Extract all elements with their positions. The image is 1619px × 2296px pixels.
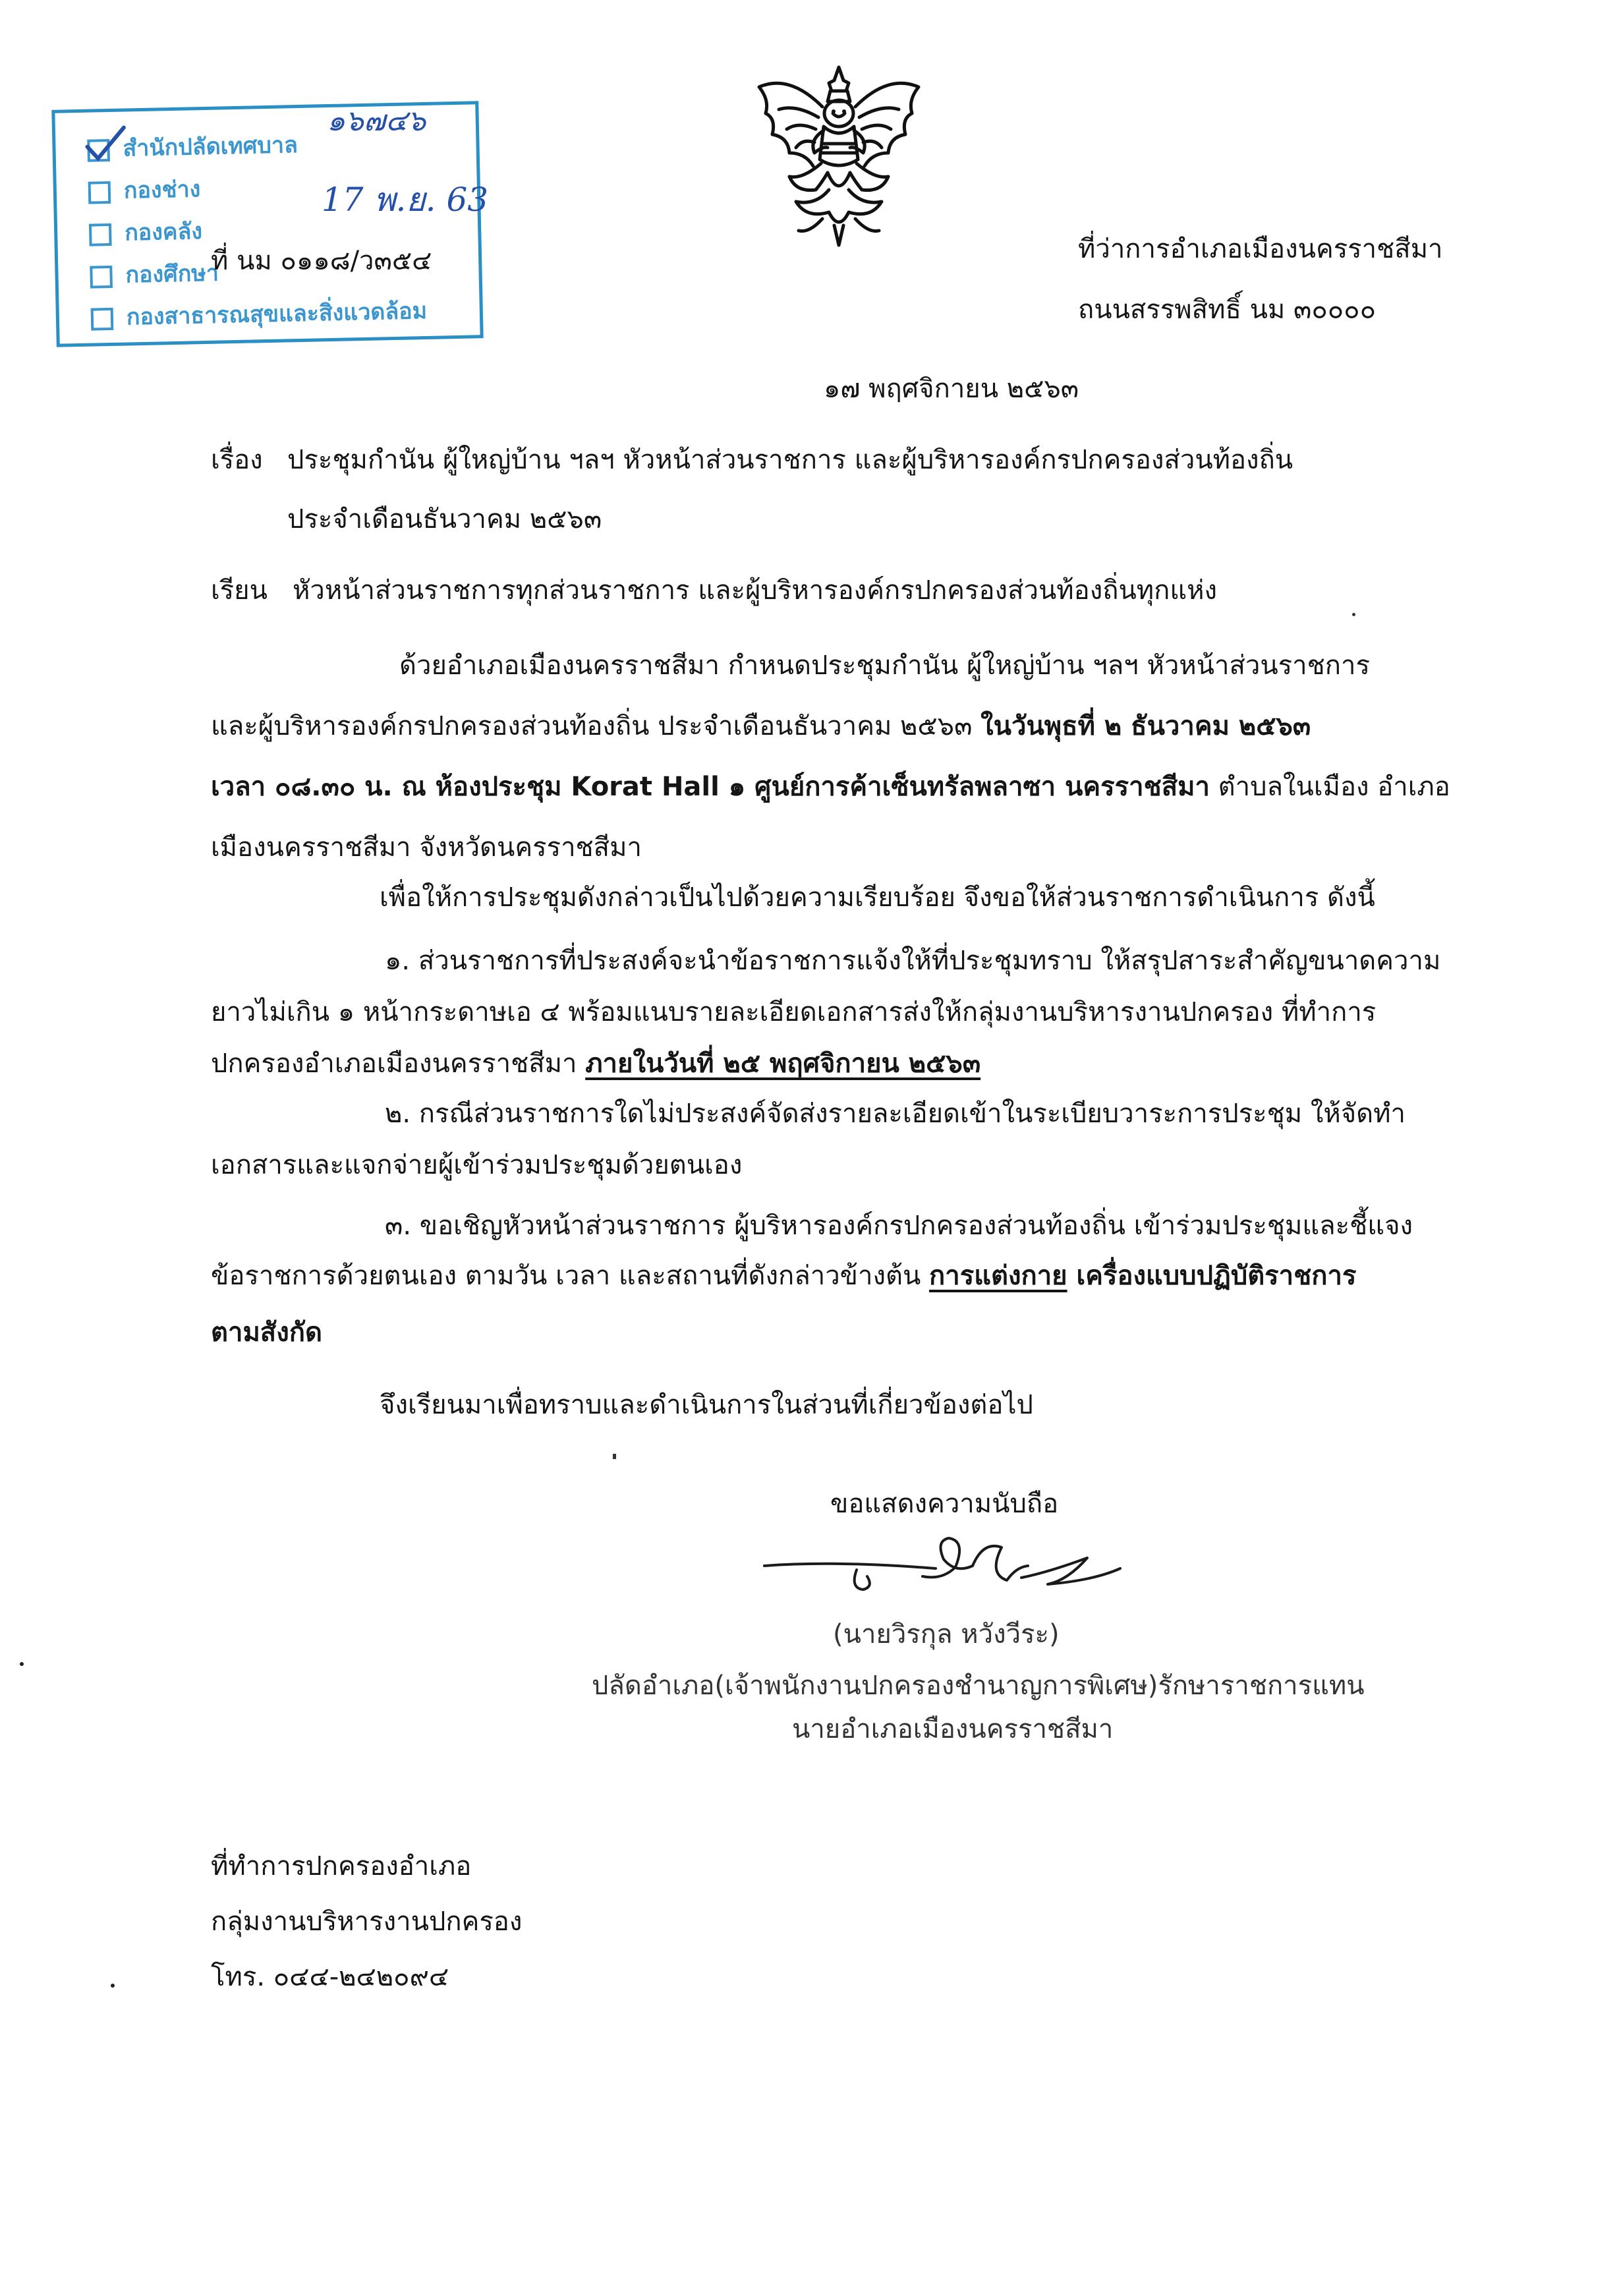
subject-line-2: ประจำเดือนธันวาคม ๒๕๖๓ — [287, 504, 602, 534]
stamp-item-label: กองสาธารณสุขและสิ่งแวดล้อม — [126, 297, 428, 331]
handwritten-signature — [758, 1528, 1127, 1613]
subject-line-1: ประชุมกำนัน ผู้ใหญ่บ้าน ฯลฯ หัวหน้าส่วนราชการ และผู้บริหารองค์กรปกครองส่วนท้องถิ่น — [287, 445, 1293, 475]
body-text: และผู้บริหารองค์กรปกครองส่วนท้องถิ่น ประจำเดือนธันวาคม ๒๕๖๓ — [211, 711, 981, 741]
stamp-item-3 — [89, 213, 203, 251]
body-paragraph-1-line-4: เมืองนครราชสีมา จังหวัดนครราชสีมา — [211, 832, 642, 863]
dress-code-value: เครื่องแบบปฏิบัติราชการ — [1067, 1261, 1357, 1291]
body-paragraph-1-line-1: ด้วยอำเภอเมืองนครราชสีมา กำหนดประชุมกำนัน ผู้ใหญ่บ้าน ฯลฯ หัวหน้าส่วนราชการ — [399, 650, 1370, 681]
item-1-line-2: ยาวไม่เกิน ๑ หน้ากระดาษเอ ๔ พร้อมแนบรายละเอียดเอกสารส่งให้กลุ่มงานบริหารงานปกครอง ที่ทำการ — [211, 997, 1377, 1027]
signer-position-1: ปลัดอำเภอ(เจ้าพนักงานปกครองชำนาญการพิเศษ)รักษาราชการแทน — [592, 1671, 1365, 1701]
body-paragraph-1-line-2 — [211, 708, 1311, 745]
meeting-date-bold: ในวันพุธที่ ๒ ธันวาคม ๒๕๖๓ — [980, 711, 1311, 741]
reference-number: ที่ นม ๐๑๑๘/ว๓๕๔ — [211, 246, 432, 276]
closing-sentence: จึงเรียนมาเพื่อทราบและดำเนินการในส่วนที่เกี่ยวข้องต่อไป — [380, 1390, 1033, 1420]
body-paragraph-2: เพื่อให้การประชุมดังกล่าวเป็นไปด้วยความเรียบร้อย จึงขอให้ส่วนราชการดำเนินการ ดังนี้ — [380, 882, 1375, 913]
signer-name: (นายวิรกุล หวังวีระ) — [833, 1619, 1060, 1650]
scan-speck — [111, 1984, 115, 1988]
scan-speck — [1352, 613, 1355, 616]
item-1-line-1: ๑. ส่วนราชการที่ประสงค์จะนำข้อราชการแจ้งให้ที่ประชุมทราบ ให้สรุปสาระสำคัญขนาดความ — [385, 946, 1441, 976]
stamp-item-2 — [88, 171, 200, 209]
stamp-item-5 — [90, 293, 427, 335]
salutation: ขอแสดงความนับถือ — [830, 1489, 1059, 1519]
stamp-item-label: กองคลัง — [124, 218, 203, 246]
stamp-item-label: กองช่าง — [123, 176, 201, 204]
handwritten-receive-no: ๑๖๗๔๖ — [327, 104, 426, 138]
checkbox-icon — [91, 307, 114, 330]
stamp-item-label: กองศึกษา — [125, 260, 219, 289]
footer-phone: โทร. ๐๔๔-๒๔๒๐๙๔ — [211, 1962, 449, 1992]
checkbox-icon — [90, 265, 113, 288]
check-mark-icon — [82, 123, 128, 163]
footer-office: ที่ทำการปกครองอำเภอ — [211, 1851, 472, 1881]
scan-speck — [613, 1454, 616, 1459]
item-2-line-1: ๒. กรณีส่วนราชการใดไม่ประสงค์จัดส่งรายละเอียดเข้าในระเบียบวาระการประชุม ให้จัดทำ — [385, 1099, 1406, 1129]
body-paragraph-1-line-3 — [211, 768, 1450, 805]
sender-office: ที่ว่าการอำเภอเมืองนครราชสีมา — [1078, 234, 1443, 264]
body-text: ปกครองอำเภอเมืองนครราชสีมา — [211, 1048, 586, 1079]
recipient-text: หัวหน้าส่วนราชการทุกส่วนราชการ และผู้บริหารองค์กรปกครองส่วนท้องถิ่นทุกแห่ง — [293, 575, 1218, 606]
scan-speck — [20, 1662, 24, 1666]
subject-label: เรื่อง — [211, 445, 263, 475]
item-3-line-3: ตามสังกัด — [211, 1317, 322, 1348]
stamp-item-4 — [90, 255, 219, 293]
body-text: ข้อราชการด้วยตนเอง ตามวัน เวลา และสถานที่ดังกล่าวข้างต้น — [211, 1261, 930, 1291]
handwritten-receive-date: 17 พ.ย. 63 — [322, 181, 489, 219]
sender-address: ถนนสรรพสิทธิ์ นม ๓๐๐๐๐ — [1078, 295, 1376, 325]
meeting-venue-bold: เวลา ๐๘.๓๐ น. ณ ห้องประชุม Korat Hall ๑ ศูนย์การค้าเซ็นทรัลพลาซา นครราชสีมา — [211, 772, 1210, 802]
stamp-item-label: สำนักปลัดเทศบาล — [123, 132, 298, 162]
deadline-bold-underlined: ภายในวันที่ ๒๕ พฤศจิกายน ๒๕๖๓ — [585, 1048, 981, 1079]
item-3-line-1: ๓. ขอเชิญหัวหน้าส่วนราชการ ผู้บริหารองค์กรปกครองส่วนท้องถิ่น เข้าร่วมประชุมและชี้แจง — [385, 1211, 1413, 1241]
garuda-emblem-icon — [750, 61, 928, 252]
document-date: ๑๗ พฤศจิกายน ๒๕๖๓ — [824, 374, 1079, 404]
item-3-line-2 — [211, 1257, 1356, 1294]
checkbox-icon — [89, 223, 112, 246]
item-1-line-3 — [211, 1045, 980, 1082]
item-2-line-2: เอกสารและแจกจ่ายผู้เข้าร่วมประชุมด้วยตนเอง — [211, 1150, 743, 1180]
footer-group: กลุ่มงานบริหารงานปกครอง — [211, 1907, 523, 1937]
body-text: ตำบลในเมือง อำเภอ — [1209, 772, 1450, 802]
signer-position-2: นายอำเภอเมืองนครราชสีมา — [792, 1714, 1114, 1744]
dress-code-label: การแต่งกาย — [929, 1261, 1067, 1291]
checkbox-icon — [88, 181, 111, 204]
recipient-label: เรียน — [211, 575, 268, 606]
